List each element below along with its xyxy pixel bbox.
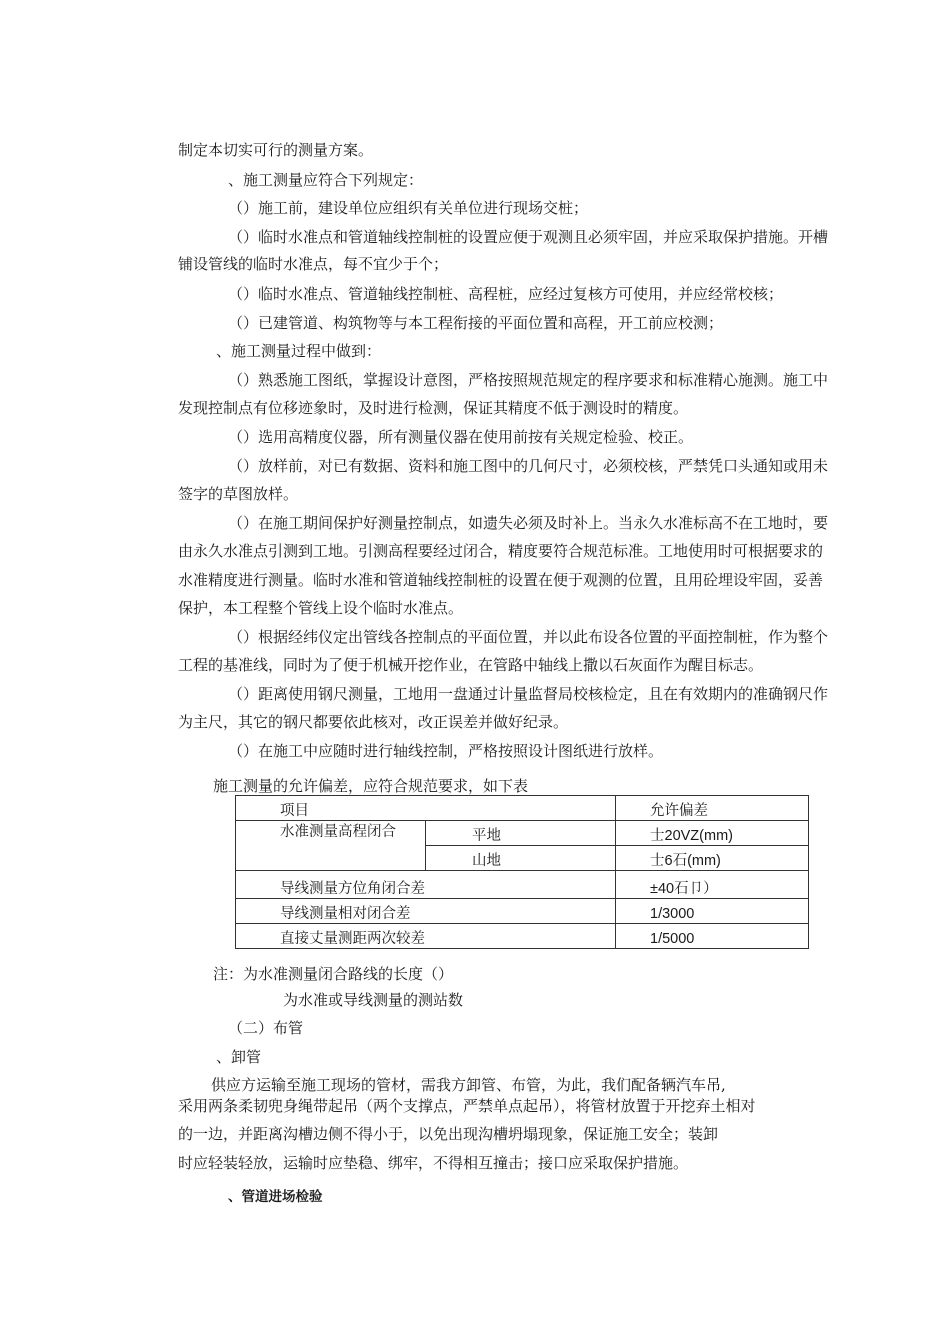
paragraph-line: （）选用高精度仪器，所有测量仪器在使用前按有关规定检验、校正。 — [228, 428, 694, 446]
section-heading: 、施工测量过程中做到： — [216, 342, 382, 360]
item-cell: 直接丈量测距两次较差 — [236, 924, 616, 949]
value-cell: 1/3000 — [616, 899, 809, 924]
paragraph-line: （）已建管道、构筑物等与本工程衔接的平面位置和高程，开工前应校测； — [228, 314, 724, 332]
section-heading: 、施工测量应符合下列规定： — [228, 171, 424, 189]
paragraph-line: 制定本切实可行的测量方案。 — [178, 141, 374, 159]
paragraph-line: （）距离使用钢尺测量，工地用一盘通过计量监督局校核检定，且在有效期内的准确钢尺作 — [228, 685, 829, 703]
item-cell: 导线测量相对闭合差 — [236, 899, 616, 924]
paragraph-line: （）在施工期间保护好测量控制点，如遗失必须及时补上。当永久水准标高不在工地时，要 — [228, 514, 829, 532]
leveling-label-cell: 水准测量高程闭合 — [236, 821, 426, 871]
table-row — [236, 821, 809, 846]
paragraph-line: 水准精度进行测量。临时水准和管道轴线控制桩的设置在便于观测的位置，且用砼埋设牢固，妥善 — [178, 571, 824, 589]
header-tolerance-cell: 允许偏差 — [616, 796, 809, 821]
section-heading: （二）布管 — [228, 1019, 304, 1037]
paragraph-line: 保护，本工程整个管线上设个临时水准点。 — [178, 599, 464, 617]
table-caption: 施工测量的允许偏差，应符合规范要求，如下表 — [213, 777, 529, 795]
paragraph-line: 的一边，并距离沟槽边侧不得小于，以免出现沟槽坍塌现象，保证施工安全；装卸 — [178, 1125, 719, 1143]
subsection-heading: 、管道进场检验 — [228, 1189, 323, 1205]
paragraph-line: 工程的基准线，同时为了便于机械开挖作业，在管路中轴线上撒以石灰面作为醒目标志。 — [178, 656, 764, 674]
paragraph-line: （）放样前，对已有数据、资料和施工图中的几何尺寸，必须校核，严禁凭口头通知或用未 — [228, 457, 829, 475]
value-cell: ±40石卩） — [616, 871, 809, 899]
flat-value-cell: 士20VZ(mm) — [616, 821, 809, 846]
table-row — [236, 924, 809, 949]
note-line: 注：为水准测量闭合路线的长度（） — [213, 965, 454, 983]
paragraph-line: （）临时水准点和管道轴线控制桩的设置应便于观测且必须牢固，并应采取保护措施。开槽 — [228, 228, 829, 246]
subsection-heading: 、卸管 — [216, 1048, 262, 1066]
hill-cell: 山地 — [426, 846, 616, 871]
table-header-row — [236, 796, 809, 821]
paragraph-line: （）临时水准点、管道轴线控制桩、高程桩，应经过复核方可使用，并应经常校核； — [228, 285, 784, 303]
value-cell: 1/5000 — [616, 924, 809, 949]
paragraph-line: （）根据经纬仪定出管线各控制点的平面位置，并以此布设各位置的平面控制桩，作为整个 — [228, 628, 829, 646]
paragraph-line: 采用两条柔韧兜身绳带起吊（两个支撑点，严禁单点起吊），将管材放置于开挖弃土相对 — [178, 1097, 756, 1115]
item-cell: 导线测量方位角闭合差 — [236, 871, 616, 899]
hill-value-cell: 士6石(mm) — [616, 846, 809, 871]
paragraph-line: 签字的草图放样。 — [178, 485, 299, 503]
paragraph-line: （）在施工中应随时进行轴线控制，严格按照设计图纸进行放样。 — [228, 742, 664, 760]
paragraph-line: 由永久水准点引测到工地。引测高程要经过闭合，精度要符合规范标准。工地使用时可根据要求的 — [178, 542, 824, 560]
header-item-cell: 项目 — [236, 796, 616, 821]
paragraph-line: （）施工前，建设单位应组织有关单位进行现场交桩； — [228, 199, 589, 217]
note-line: 为水准或导线测量的测站数 — [283, 991, 464, 1009]
paragraph-line: 供应方运输至施工现场的管材，需我方卸管、布管，为此，我们配备辆汽车吊, — [211, 1076, 726, 1094]
table-row — [236, 871, 809, 899]
paragraph-line: （）熟悉施工图纸，掌握设计意图，严格按照规范规定的程序要求和标准精心施测。施工中 — [228, 371, 829, 389]
paragraph-line: 发现控制点有位移迹象时，及时进行检测，保证其精度不低于测设时的精度。 — [178, 399, 689, 417]
paragraph-line: 铺设管线的临时水准点，每不宜少于个； — [178, 255, 449, 273]
flat-cell: 平地 — [426, 821, 616, 846]
paragraph-line: 时应轻装轻放，运输时应垫稳、绑牢，不得相互撞击；接口应采取保护措施。 — [178, 1154, 689, 1172]
tolerance-table — [235, 795, 809, 949]
paragraph-line: 为主尺，其它的钢尺都要依此核对，改正误差并做好纪录。 — [178, 713, 569, 731]
table-row — [236, 899, 809, 924]
